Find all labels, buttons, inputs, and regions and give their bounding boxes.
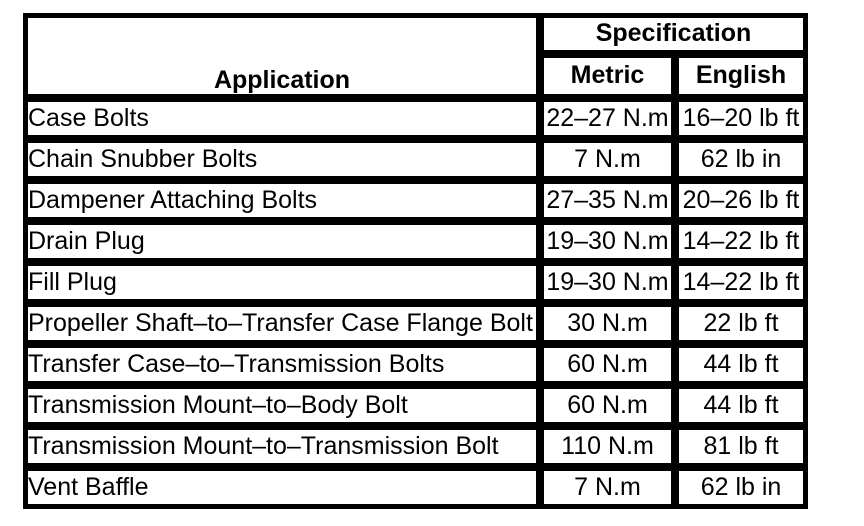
english-value-cell: 62 lb in [675, 467, 807, 508]
application-cell: Drain Plug [24, 221, 540, 262]
metric-value-cell: 60 N.m [540, 344, 675, 385]
english-value-cell: 81 lb ft [675, 426, 807, 467]
english-value-cell: 14–22 lb ft [675, 221, 807, 262]
application-cell: Propeller Shaft–to–Transfer Case Flange Bolt [24, 303, 540, 344]
torque-spec-table [23, 13, 808, 509]
application-cell: Fill Plug [24, 262, 540, 303]
table-row [24, 426, 807, 467]
metric-value-cell: 19–30 N.m [540, 262, 675, 303]
table-row [24, 139, 807, 180]
table-row [24, 98, 807, 139]
english-value-cell: 22 lb ft [675, 303, 807, 344]
table-body [24, 98, 807, 508]
application-cell: Chain Snubber Bolts [24, 139, 540, 180]
metric-value-cell: 27–35 N.m [540, 180, 675, 221]
metric-value-cell: 60 N.m [540, 385, 675, 426]
table-row [24, 385, 807, 426]
application-cell: Dampener Attaching Bolts [24, 180, 540, 221]
table-row [24, 467, 807, 508]
table-row [24, 221, 807, 262]
english-value-cell: 20–26 lb ft [675, 180, 807, 221]
english-column-header: English [675, 54, 807, 98]
specification-column-header: Specification [540, 14, 807, 54]
english-value-cell: 62 lb in [675, 139, 807, 180]
metric-value-cell: 22–27 N.m [540, 98, 675, 139]
metric-value-cell: 30 N.m [540, 303, 675, 344]
application-cell: Transmission Mount–to–Body Bolt [24, 385, 540, 426]
application-cell: Transfer Case–to–Transmission Bolts [24, 344, 540, 385]
metric-value-cell: 7 N.m [540, 467, 675, 508]
table-row [24, 262, 807, 303]
english-value-cell: 14–22 lb ft [675, 262, 807, 303]
application-cell: Case Bolts [24, 98, 540, 139]
english-value-cell: 44 lb ft [675, 385, 807, 426]
metric-value-cell: 110 N.m [540, 426, 675, 467]
table-row [24, 344, 807, 385]
metric-value-cell: 7 N.m [540, 139, 675, 180]
table-row [24, 303, 807, 344]
application-cell: Transmission Mount–to–Transmission Bolt [24, 426, 540, 467]
application-column-header: Application [24, 14, 540, 98]
metric-column-header: Metric [540, 54, 675, 98]
header-row-specification [24, 14, 807, 54]
english-value-cell: 44 lb ft [675, 344, 807, 385]
english-value-cell: 16–20 lb ft [675, 98, 807, 139]
table-row [24, 180, 807, 221]
application-cell: Vent Baffle [24, 467, 540, 508]
metric-value-cell: 19–30 N.m [540, 221, 675, 262]
